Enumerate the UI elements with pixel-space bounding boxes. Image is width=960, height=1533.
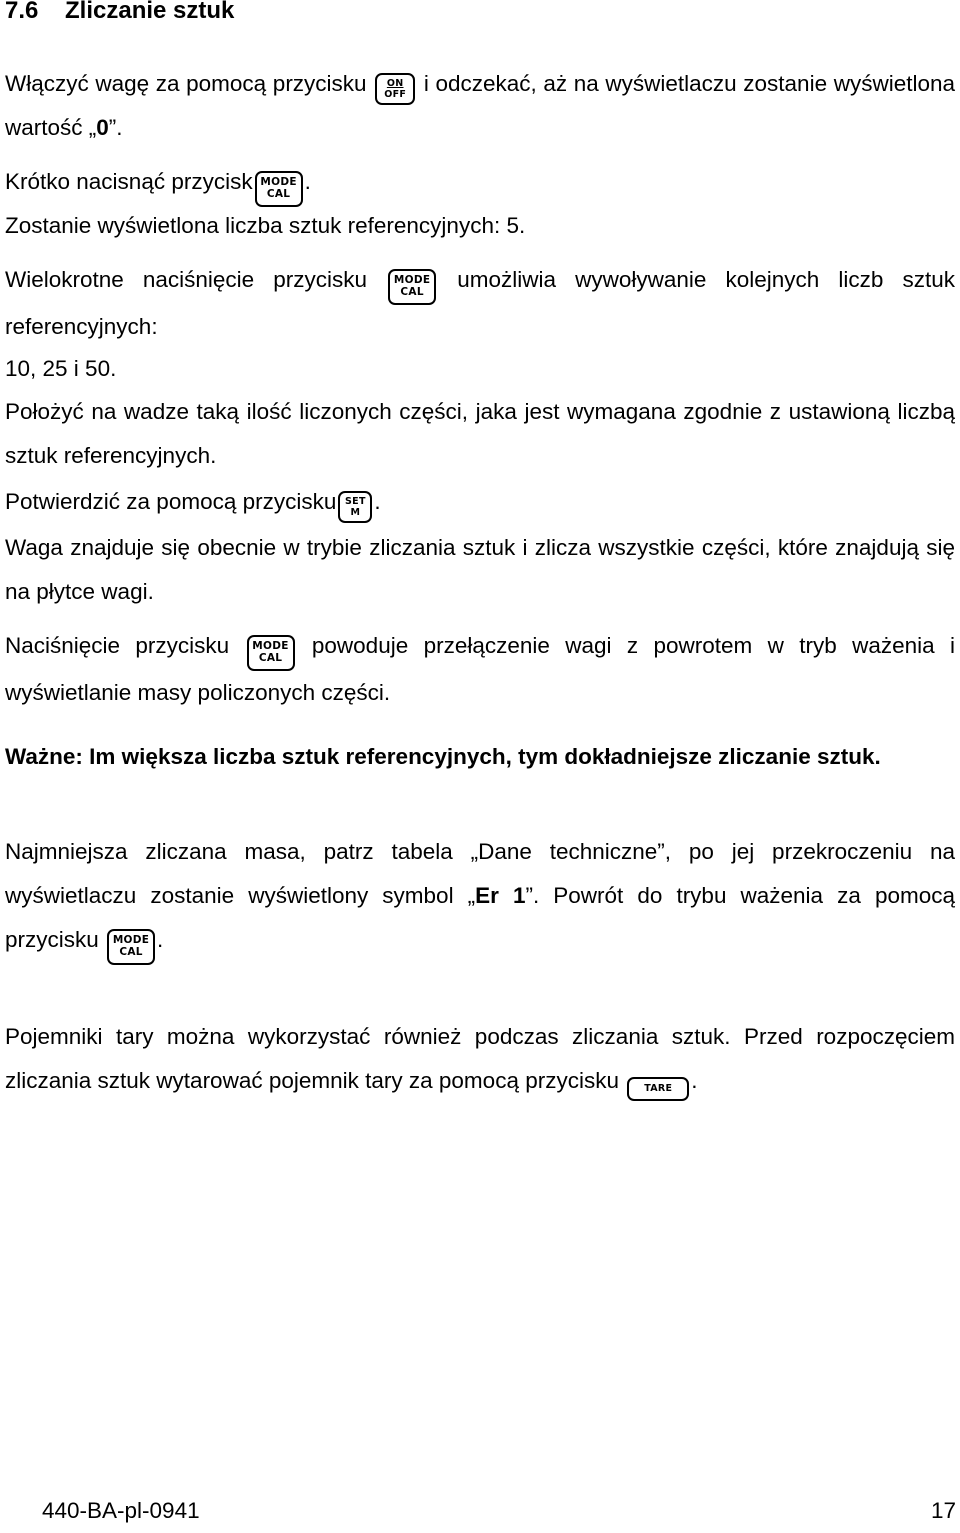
set-m-key-icon (338, 491, 372, 523)
p2-text-before: Krótko nacisnąć przycisk (5, 169, 253, 194)
p7-text-after: . (374, 489, 381, 514)
key-label-mode: MODE (252, 640, 289, 652)
mode-cal-key-icon (247, 635, 295, 671)
paragraph-confirm (5, 480, 955, 524)
p4-text-after: umożliwia wywoływanie kolejnych liczb sztuk referencyjnych: (5, 267, 955, 339)
p11-text-after: . (691, 1068, 698, 1093)
section-heading (5, 0, 234, 25)
error-symbol: Er 1 (475, 883, 526, 908)
p9-text-before: Naciśnięcie przycisku (5, 633, 230, 658)
key-label-m: M (350, 507, 361, 518)
section-title: Zliczanie sztuk (65, 0, 235, 24)
paragraph-reference-values: 10, 25 i 50. (5, 356, 117, 381)
mode-cal-key-icon (107, 929, 155, 965)
mode-cal-key-icon (388, 269, 436, 305)
paragraph-place-parts: Położyć na wadze taką ilość liczonych części, jaka jest wymagana zgodnie z ustawioną liczbą sztuk referencyjnych. (5, 399, 955, 468)
paragraph-repeat-press (5, 258, 955, 349)
paragraph-return-weighing (5, 624, 955, 715)
key-label-cal: CAL (258, 652, 283, 664)
p10-text-before: Najmniejsza zliczana masa, patrz tabela „Dane techniczne”, po jej przekroczeniu na wyświetlaczu zostanie wyświetlony symbol „ (5, 839, 955, 908)
paragraph-tare-containers (5, 1015, 955, 1103)
mode-cal-key-icon (255, 171, 303, 207)
p1-text-before: Włączyć wagę za pomocą przycisku (5, 71, 367, 96)
key-label-set: SET (345, 496, 366, 507)
key-label-mode: MODE (260, 176, 297, 188)
paragraph-reference-count: Zostanie wyświetlona liczba sztuk referencyjnych: 5. (5, 213, 526, 238)
key-label-mode: MODE (393, 274, 431, 286)
p11-text-before: Pojemniki tary można wykorzystać również podczas zliczania sztuk. Przed rozpoczęciem zliczania sztuk wytarować pojemnik tary za pomocą przycisku (5, 1024, 955, 1093)
important-note: Ważne: Im większa liczba sztuk referencyjnych, tym dokładniejsze zliczanie sztuk. (5, 744, 881, 769)
p1-text-after: i odczekać, aż na wyświetlaczu zostanie wyświetlona wartość „ (5, 71, 955, 140)
paragraph-press-mode (5, 160, 955, 207)
key-label-tare: TARE (644, 1083, 673, 1094)
footer-page-number: 17 (930, 1498, 956, 1523)
key-label-on: ON (386, 78, 404, 89)
p2-text-after: . (304, 169, 311, 194)
p10-text-middle: ”. Powrót do trybu ważenia za pomocą przycisku (5, 883, 955, 952)
key-label-cal: CAL (400, 286, 424, 298)
section-number: 7.6 (5, 0, 39, 24)
key-label-mode: MODE (112, 934, 150, 946)
p10-text-after: . (157, 927, 164, 952)
p4-text-before: Wielokrotne naciśnięcie przycisku (5, 267, 368, 292)
key-label-cal: CAL (119, 946, 143, 958)
key-label-cal: CAL (266, 188, 291, 200)
p7-text-before: Potwierdzić za pomocą przycisku (5, 489, 337, 514)
paragraph-power-on (5, 62, 955, 150)
p9-text-after: powoduje przełączenie wagi z powrotem w tryb ważenia i wyświetlanie masy policzonych części. (5, 633, 955, 705)
footer-doc-id: 440-BA-pl-0941 (42, 1498, 200, 1523)
p1-display-value: 0 (96, 115, 109, 140)
p1-text-end: ”. (108, 115, 123, 140)
paragraph-min-mass (5, 830, 955, 965)
paragraph-counting-mode: Waga znajduje się obecnie w trybie zliczania sztuk i zlicza wszystkie części, które znajdują się na płytce wagi. (5, 535, 955, 604)
on-off-key-icon (375, 73, 415, 105)
tare-key-icon (627, 1077, 689, 1101)
key-label-off: OFF (384, 89, 407, 100)
